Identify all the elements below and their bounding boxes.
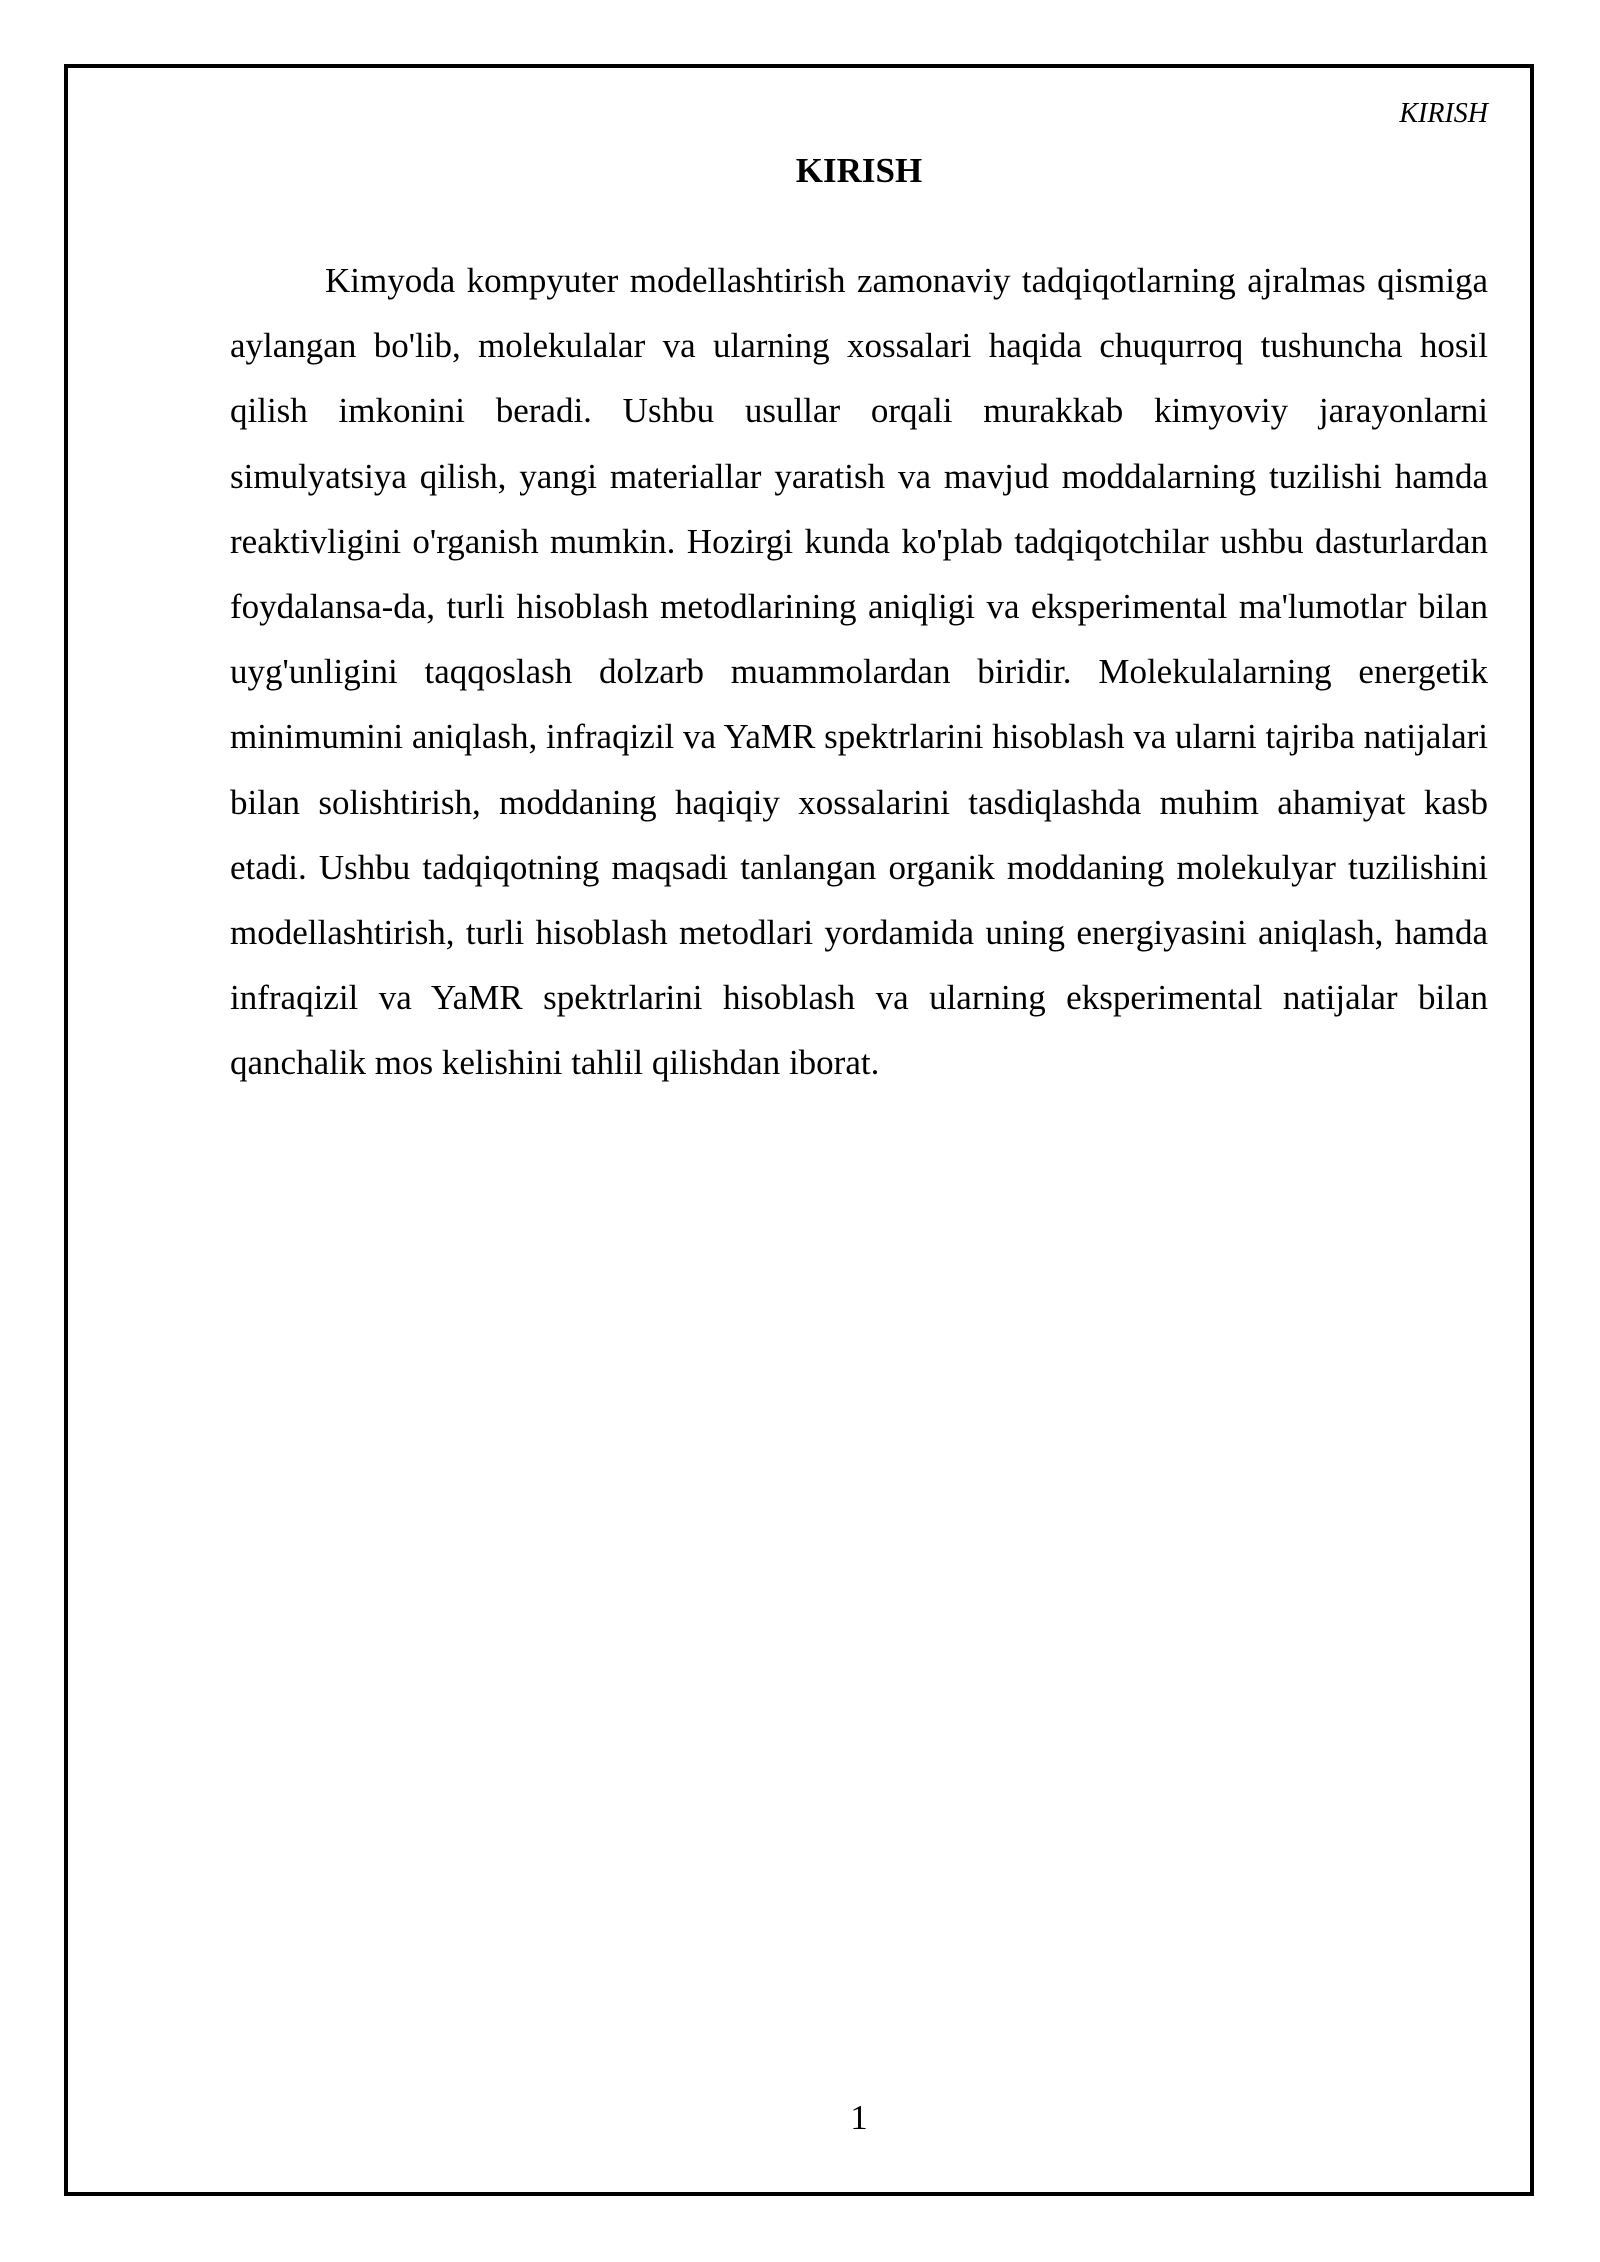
section-title: KIRISH	[795, 151, 923, 190]
page-number: 1	[850, 2098, 868, 2137]
running-header: KIRISH	[1399, 98, 1488, 129]
intro-paragraph: Kimyoda kompyuter modellashtirish zamonaviy tadqiqotlarning ajralmas qismiga aylangan bo'lib, molekulalar va ularning xossalari haqida chuqurroq tushuncha hosil qilish imkonini beradi. Ushbu usullar orqali murakkab kimyoviy jarayonlarni simulyatsiya qilish, yangi materiallar yaratish va mavjud moddalarning tuzilishi hamda reaktivligini o'rganish mumkin. Hozirgi kunda ko'plab tadqiqotchilar ushbu dasturlardan foydalansa-da, turli hisoblash metodlarining aniqligi va eksperimental ma'lumotlar bilan uyg'unligini taqqoslash dolzarb muammolardan biridir. Molekulalarning energetik minimumini aniqlash, infraqizil va YaMR spektrlarini hisoblash va ularni tajriba natijalari bilan solishtirish, moddaning haqiqiy xossalarini tasdiqlashda muhim ahamiyat kasb etadi. Ushbu tadqiqotning maqsadi tanlangan organik moddaning molekulyar tuzilishini modellashtirish, turli hisoblash metodlari yordamida uning energiyasini aniqlash, hamda infraqizil va YaMR spektrlarini hisoblash va ularning eksperimental natijalar bilan qanchalik mos kelishini tahlil qilishdan iborat.	[230, 261, 1488, 1083]
